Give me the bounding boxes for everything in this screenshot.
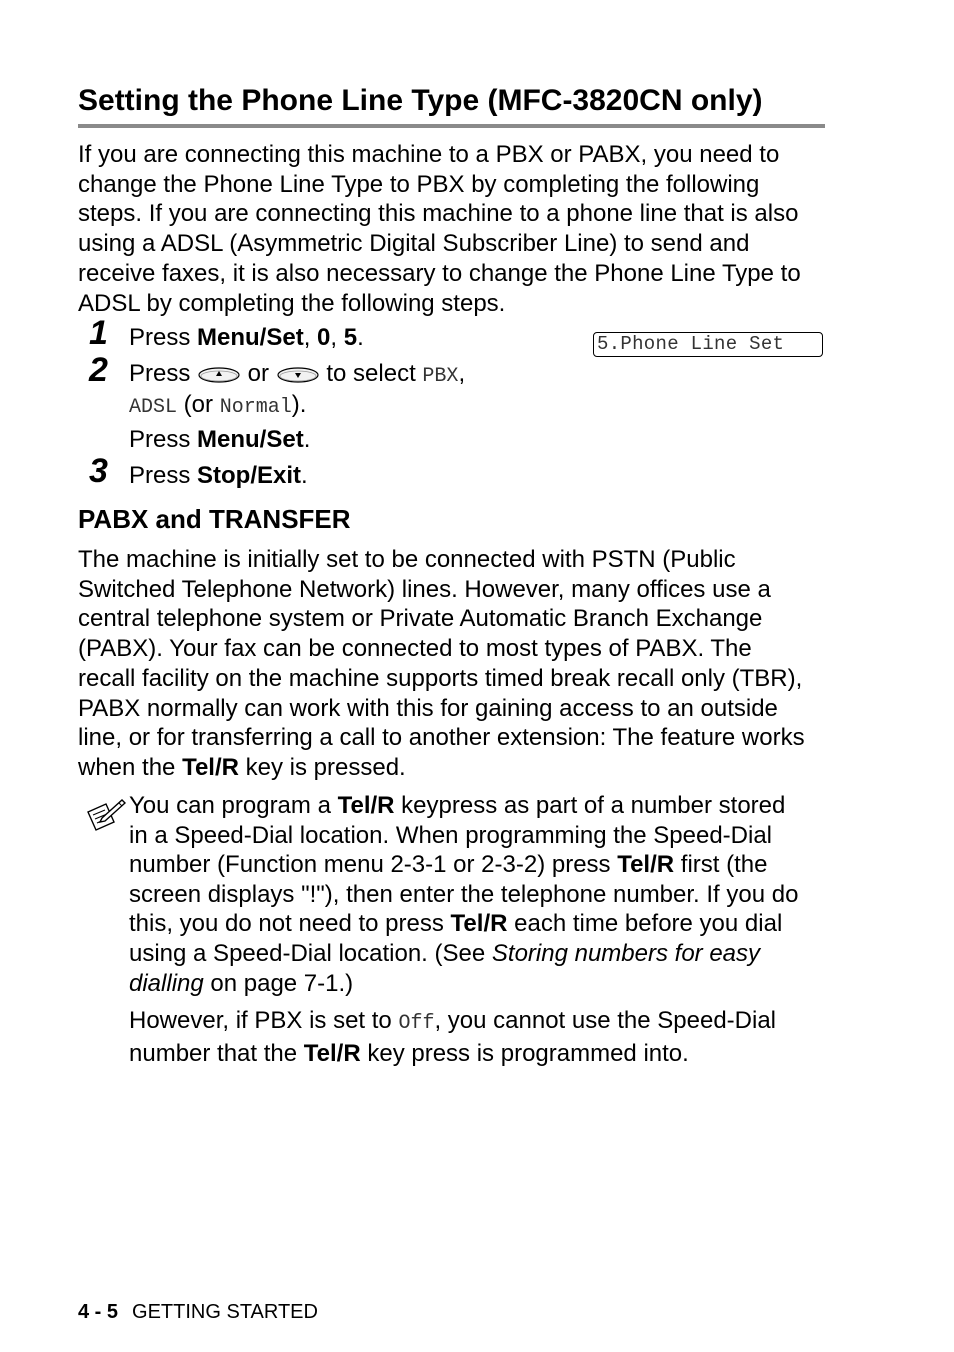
- note-line: [129, 969, 829, 999]
- note-text: number that the: [129, 1039, 304, 1067]
- comma: ,: [458, 360, 466, 387]
- body-last-pre: when the: [78, 753, 183, 781]
- note-text: keypress as part of a number stored: [394, 792, 786, 819]
- step-1-press: Press: [129, 324, 198, 351]
- note-text: You can program a: [129, 792, 338, 819]
- key-0: 0: [317, 324, 331, 351]
- key-5: 5: [343, 324, 358, 351]
- tel-r-key: Tel/R: [182, 753, 239, 781]
- note-line: in a Speed-Dial location. When programming the Speed-Dial: [129, 821, 773, 849]
- tel-r-key: Tel/R: [337, 792, 395, 819]
- close-text: ).: [291, 391, 307, 418]
- note-text: using a Speed-Dial location. (See: [129, 939, 492, 967]
- intro-line: steps. If you are connecting this machine to a phone line that is also: [78, 200, 799, 228]
- separator: ,: [330, 324, 344, 351]
- body-line: (PABX). Your fax can be connected to most types of PABX. The: [78, 635, 752, 663]
- stop-exit-key: Stop/Exit: [197, 462, 302, 489]
- note-text: number (Function menu 2-3-1 or 2-3-2) press: [129, 851, 618, 879]
- tel-r-key: Tel/R: [450, 910, 508, 938]
- menu-set-key: Menu/Set: [197, 426, 304, 453]
- body-paragraph: [78, 545, 838, 783]
- step-2-press: Press: [129, 360, 198, 387]
- note-pencil-icon: [84, 796, 126, 838]
- note-line: [129, 909, 829, 939]
- tel-r-key: Tel/R: [617, 851, 675, 879]
- intro-line: If you are connecting this machine to a PBX or PABX, you need to: [78, 141, 780, 168]
- step-3-text: [129, 461, 308, 491]
- up-arrow-key-icon: [197, 362, 241, 380]
- page-footer: [78, 1300, 318, 1324]
- intro-line: ADSL by completing the following steps.: [78, 289, 506, 317]
- menu-set-key: Menu/Set: [197, 324, 304, 351]
- note-text: However, if PBX is set to: [129, 1007, 399, 1034]
- option-pbx: PBX: [422, 365, 459, 388]
- note-text: on page 7-1.): [203, 969, 354, 997]
- intro-line: using a ADSL (Asymmetric Digital Subscriber Line) to send and: [78, 230, 750, 258]
- cross-reference-link: dialling: [129, 969, 204, 997]
- step-number-3: 3: [89, 452, 108, 490]
- or-open-text: (or: [177, 391, 220, 418]
- title-rule: [78, 124, 825, 128]
- note-text: key press is programmed into.: [360, 1039, 689, 1067]
- footer-section: GETTING STARTED: [132, 1301, 318, 1323]
- step-number-1: 1: [89, 314, 108, 352]
- step-number-2: 2: [89, 351, 108, 389]
- note-paragraph-1: [129, 791, 829, 998]
- note-text: each time before you dial: [507, 910, 783, 938]
- intro-line: receive faxes, it is also necessary to change the Phone Line Type to: [78, 259, 801, 287]
- note-line: [129, 1039, 829, 1069]
- intro-line: change the Phone Line Type to PBX by completing the following: [78, 170, 760, 198]
- note-line: [129, 791, 829, 821]
- body-line: PABX normally can work with this for gaining access to an outside: [78, 694, 778, 722]
- step-2-press-2: Press: [129, 426, 198, 453]
- option-normal: Normal: [219, 396, 292, 419]
- body-line: recall facility on the machine supports timed break recall only (TBR),: [78, 664, 803, 692]
- body-line: The machine is initially set to be connected with PSTN (Public: [78, 546, 736, 573]
- page-number: 4 - 5: [78, 1301, 119, 1323]
- body-line: central telephone system or Private Automatic Branch Exchange: [78, 605, 763, 633]
- note-text: , you cannot use the Speed-Dial: [434, 1007, 777, 1034]
- down-arrow-key-icon: [276, 362, 320, 380]
- page-title: Setting the Phone Line Type (MFC-3820CN only): [78, 84, 763, 117]
- note-line: [129, 850, 829, 880]
- tel-r-key: Tel/R: [303, 1039, 361, 1067]
- note-text: first (the: [674, 851, 768, 879]
- step-3-press: Press: [129, 462, 198, 489]
- note-paragraph-2: [129, 1006, 829, 1068]
- step-2-text-line-2: [129, 390, 306, 423]
- cross-reference-link: Storing numbers for easy: [491, 939, 761, 967]
- body-line: line, or for transferring a call to another extension: The feature works: [78, 724, 805, 752]
- note-line: [129, 939, 829, 969]
- intro-paragraph: [78, 140, 838, 318]
- option-adsl: ADSL: [129, 396, 178, 419]
- note-line: [129, 1006, 829, 1039]
- body-line: Switched Telephone Network) lines. However, many offices use a: [78, 575, 771, 603]
- to-select-text: to select: [319, 360, 423, 387]
- period: .: [357, 324, 364, 351]
- note-text: this, you do not need to press: [129, 910, 451, 938]
- period: .: [303, 426, 311, 453]
- section-subheading: PABX and TRANSFER: [78, 504, 351, 534]
- body-last-post: key is pressed.: [238, 753, 406, 781]
- separator: ,: [303, 324, 318, 351]
- body-line-last: [78, 753, 838, 783]
- option-off: Off: [398, 1012, 435, 1035]
- step-2-text: [129, 359, 465, 392]
- step-2-text-line-3: [129, 425, 310, 455]
- step-1-text: [129, 323, 364, 353]
- or-text: or: [241, 360, 276, 387]
- lcd-display: 5.Phone Line Set: [593, 332, 823, 357]
- period: .: [301, 462, 308, 489]
- note-line: screen displays "!"), then enter the telephone number. If you do: [129, 880, 799, 908]
